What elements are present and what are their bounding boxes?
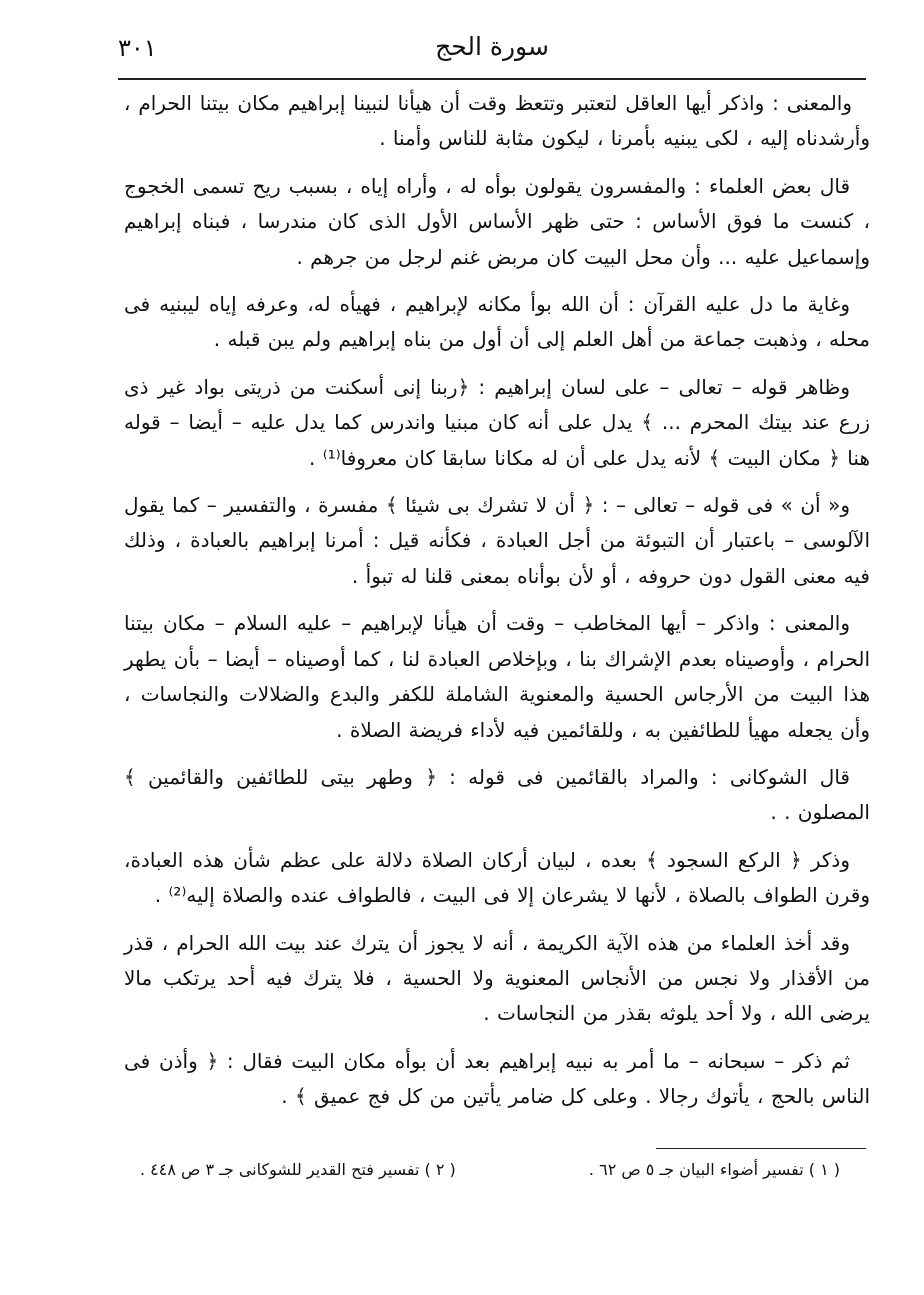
paragraph: قال بعض العلماء : والمفسرون يقولون بوأه له ، وأراه إياه ، بسبب ريح تسمى الخجوج ، كنست ما فوق الأساس : حتى ظهر الأساس الأول الذى كان مندرسا ، فبناه إبراهيم وإسماعيل عليه ... وأن محل البيت كان مربض غنم لرجل من جرهم . [124,173,870,269]
footnote-2: ( ٢ ) تفسير فتح القدير للشوكانى جـ ٣ ص ٤٤٨ . [140,1160,456,1179]
body-text [124,86,870,1127]
paragraph: ثم ذكر – سبحانه – ما أمر به نبيه إبراهيم بعد أن بوأه مكان البيت فقال : ﴿ وأذن فى الناس بالحج ، يأتوك رجالا . وعلى كل ضامر يأتين من كل فج عميق ﴾ . [124,1048,870,1109]
header-divider [118,78,866,80]
page-number: ٣٠١ [118,34,157,62]
footnote-1: ( ١ ) تفسير أضواء البيان جـ ٥ ص ٦٢ . [588,1160,840,1179]
paragraph: والمعنى : واذكر – أيها المخاطب – وقت أن هيأنا لإبراهيم – عليه السلام – مكان بيتنا الحرام ، وأوصيناه بعدم الإشراك بنا ، وبإخلاص العبادة لنا ، كما أوصيناه – أيضا – بأن يطهر هذا البيت من الأرجاس الحسية والمعنوية الشاملة للكفر والبدع والضلالات والنجاسات ، وأن يجعله مهيأ للطائفين به ، وللقائمين فيه لأداء فريضة الصلاة . [124,611,870,742]
paragraph: وذكر ﴿ الركع السجود ﴾ بعده ، لبيان أركان الصلاة دلالة على عظم شأن هذه العبادة، وقرن الطواف بالصلاة ، لأنها لا يشرعان إلا فى البيت ، فالطواف عنده والصلاة إليه⁽²⁾ . [124,847,870,908]
paragraph: قال الشوكانى : والمراد بالقائمين فى قوله : ﴿ وطهر بيتى للطائفين والقائمين ﴾ المصلون . . [124,764,870,825]
paragraph: وقد أخذ العلماء من هذه الآية الكريمة ، أنه لا يجوز أن يترك عند بيت الله الحرام ، قذر من الأقذار ولا نجس من الأنجاس المعنوية ولا الحسية ، فلا يترك فيه أحد يرتكب مالا يرضى الله ، ولا أحد يلوثه بقذر من النجاسات . [124,930,870,1026]
footnote-divider [656,1148,866,1149]
surah-title: سورة الحج [435,32,549,61]
running-head [118,28,866,74]
paragraph: والمعنى : واذكر أيها العاقل لتعتبر وتتعظ وقت أن هيأنا لنبينا إبراهيم مكان بيتنا الحرام ، وأرشدناه إليه ، لكى يبنيه بأمرنا ، ليكون مثابة للناس وأمنا . [124,91,870,151]
paragraph: وظاهر قوله – تعالى – على لسان إبراهيم : ﴿ربنا إنى أسكنت من ذريتى بواد غير ذى زرع عند بيتك المحرم ... ﴾ يدل على أنه كان مبنيا واندرس كما يدل عليه – أيضا – قوله هنا ﴿ مكان البيت ﴾ لأنه يدل على أن له مكانا سابقا كان معروفا⁽¹⁾ . [124,374,870,470]
paragraph: و« أن » فى قوله – تعالى – : ﴿ أن لا تشرك بى شيئا ﴾ مفسرة ، والتفسير – كما يقول الآلوسى – باعتبار أن التبوئة من أجل العبادة ، فكأنه قيل : أمرنا إبراهيم بالعبادة ، وذلك فيه معنى القول دون حروفه ، أو لأن بوأناه بمعنى قلنا له تبوأ . [124,493,870,588]
paragraph: وغاية ما دل عليه القرآن : أن الله بوأ مكانه لإبراهيم ، فهيأه له، وعرفه إياه ليبنيه فى محله ، وذهبت جماعة من أهل العلم إلى أن أول من بناه إبراهيم ولم يبن قبله . [124,292,870,352]
footnotes [140,1160,840,1192]
